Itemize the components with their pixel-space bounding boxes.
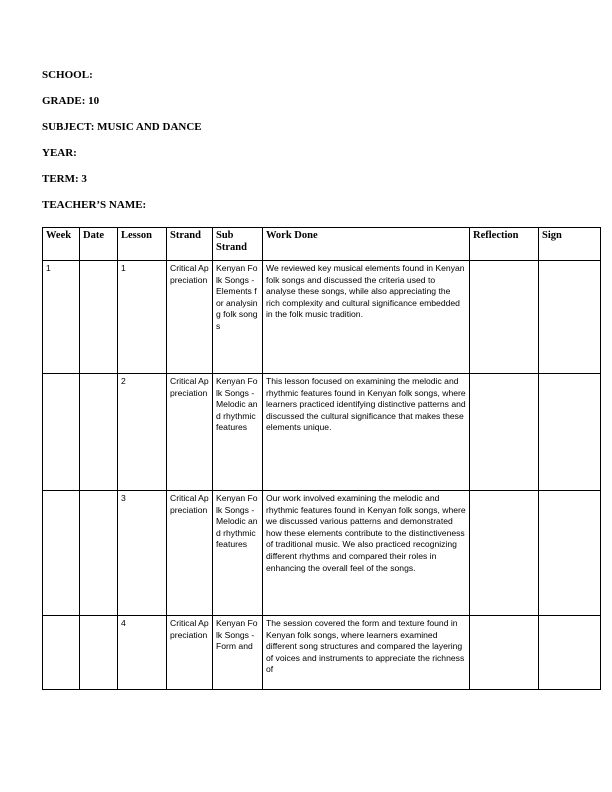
document-header <box>42 69 202 225</box>
sub-strand-cell: Kenyan Folk Songs - Melodic and rhythmic features <box>213 491 263 616</box>
sub-strand-cell: Kenyan Folk Songs - Elements for analysing folk songs <box>213 261 263 374</box>
column-header-lesson: Lesson <box>118 228 167 261</box>
teacher-name-label: TEACHER’S NAME: <box>42 199 147 211</box>
work-done-cell: Our work involved examining the melodic and rhythmic features found in Kenyan folk songs, where we discussed various patterns and demonstrated how these elements contribute to the distinctiveness of traditional music. We also practiced recognizing different rhythms and compared their roles in enhancing the overall feel of the songs. <box>263 491 470 616</box>
reflection-cell <box>470 261 539 374</box>
column-header-sign: Sign <box>539 228 601 261</box>
strand-cell: Critical Appreciation <box>167 374 213 491</box>
column-header-week: Week <box>43 228 80 261</box>
strand-cell: Critical Appreciation <box>167 491 213 616</box>
table-row <box>43 491 601 616</box>
column-header-work-done: Work Done <box>263 228 470 261</box>
reflection-cell <box>470 616 539 690</box>
week-cell <box>43 491 80 616</box>
date-cell <box>80 374 118 491</box>
table-row <box>43 616 601 690</box>
week-cell <box>43 616 80 690</box>
sign-cell <box>539 374 601 491</box>
sub-strand-cell: Kenyan Folk Songs - Form and <box>213 616 263 690</box>
work-done-cell: We reviewed key musical elements found in Kenyan folk songs and discussed the criteria used to analyse these songs, while also appreciating the rich complexity and cultural significance embedded in the folk music tradition. <box>263 261 470 374</box>
lesson-cell: 3 <box>118 491 167 616</box>
reflection-cell <box>470 491 539 616</box>
sign-cell <box>539 261 601 374</box>
column-header-sub-strand: Sub Strand <box>213 228 263 261</box>
strand-cell: Critical Appreciation <box>167 261 213 374</box>
lesson-cell: 2 <box>118 374 167 491</box>
week-cell <box>43 374 80 491</box>
work-done-cell: The session covered the form and texture found in Kenyan folk songs, where learners examined different song structures and compared the layering of voices and instruments to appreciate the richness of <box>263 616 470 690</box>
table-header-row <box>43 228 601 261</box>
subject-label: SUBJECT: MUSIC AND DANCE <box>42 121 202 133</box>
sign-cell <box>539 491 601 616</box>
column-header-date: Date <box>80 228 118 261</box>
sign-cell <box>539 616 601 690</box>
column-header-strand: Strand <box>167 228 213 261</box>
record-of-work-table <box>42 227 601 690</box>
table-row <box>43 374 601 491</box>
date-cell <box>80 261 118 374</box>
reflection-cell <box>470 374 539 491</box>
lesson-cell: 4 <box>118 616 167 690</box>
table-row <box>43 261 601 374</box>
school-label: SCHOOL: <box>42 69 93 81</box>
sub-strand-cell: Kenyan Folk Songs - Melodic and rhythmic features <box>213 374 263 491</box>
week-cell: 1 <box>43 261 80 374</box>
lesson-cell: 1 <box>118 261 167 374</box>
term-label: TERM: 3 <box>42 173 87 185</box>
strand-cell: Critical Appreciation <box>167 616 213 690</box>
year-label: YEAR: <box>42 147 77 159</box>
grade-label: GRADE: 10 <box>42 95 100 107</box>
work-done-cell: This lesson focused on examining the melodic and rhythmic features found in Kenyan folk songs, where learners practiced identifying distinctive patterns and discussed the cultural significance that makes these elements unique. <box>263 374 470 491</box>
date-cell <box>80 491 118 616</box>
column-header-reflection: Reflection <box>470 228 539 261</box>
date-cell <box>80 616 118 690</box>
